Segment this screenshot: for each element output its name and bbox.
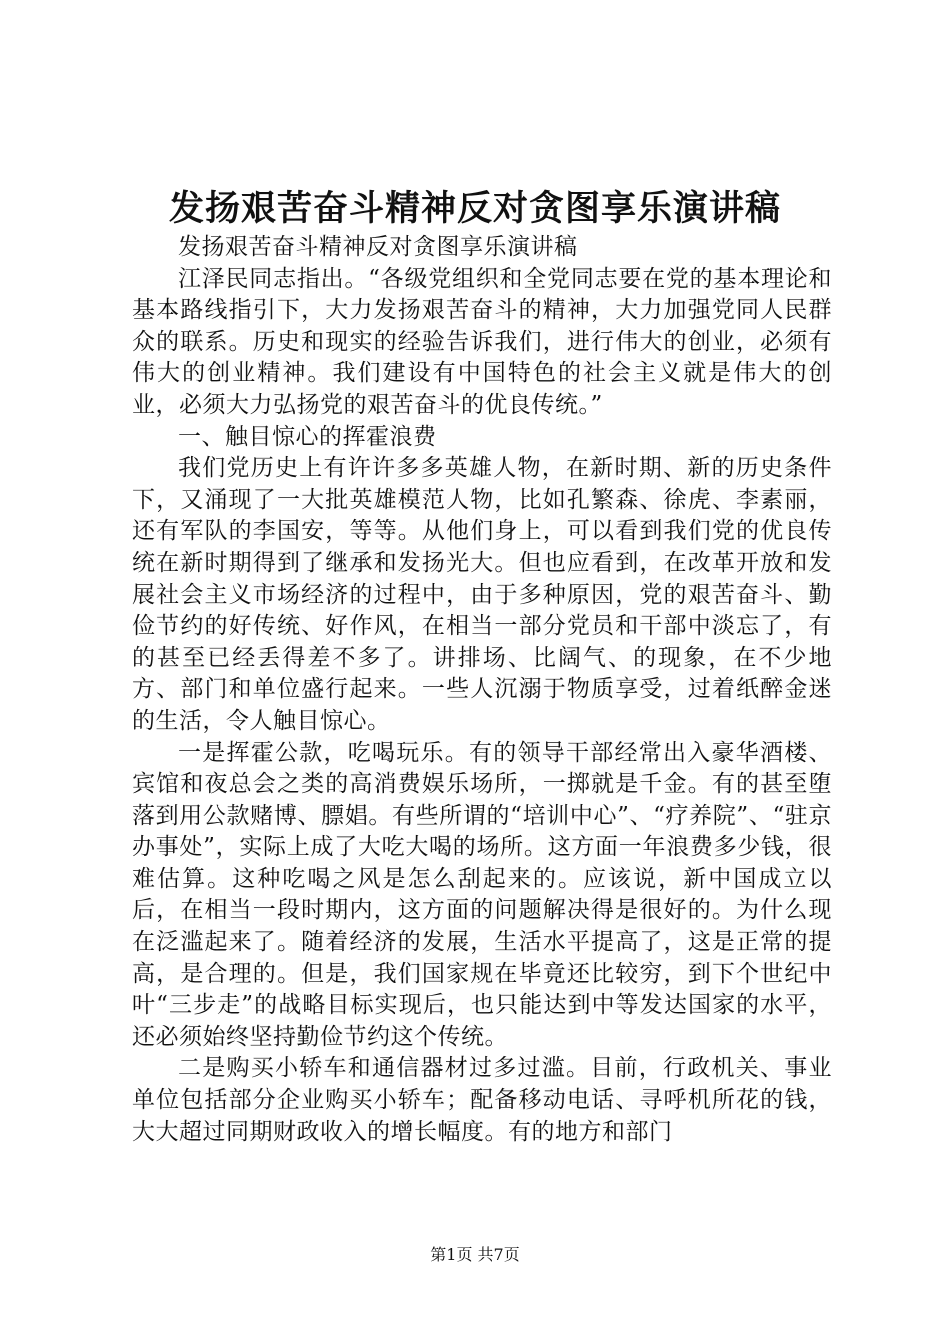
paragraph: 我们党历史上有许许多多英雄人物，在新时期、新的历史条件下，又涌现了一大批英雄模范人物，比如孔繁森、徐虎、李素丽，还有军队的李国安，等等。从他们身上，可以看到我们党的优良传统在新时期得到了继承和发扬光大。但也应看到，在改革开放和发展社会主义市场经济的过程中，由于多种原因，党的艰苦奋斗、勤俭节约的好传统、好作风，在相当一部分党员和干部中淡忘了，有的甚至已经丢得差不多了。讲排场、比阔气、的现象，在不少地方、部门和单位盛行起来。一些人沉溺于物质享受，过着纸醉金迷的生活，令人触目惊心。: [132, 455, 832, 734]
paragraph-quote: 江泽民同志指出。“各级党组织和全党同志要在党的基本理论和基本路线指引下，大力发扬艰苦奋斗的精神，大力加强党同人民群众的联系。历史和现实的经验告诉我们，进行伟大的创业，必须有伟大的创业精神。我们建设有中国特色的社会主义就是伟大的创业，必须大力弘扬党的艰苦奋斗的优良传统。”: [132, 265, 832, 418]
document-title: 发扬艰苦奋斗精神反对贪图享乐演讲稿: [168, 188, 781, 229]
page-number-footer: 第1页 共7页: [430, 1245, 520, 1264]
paragraph: 一是挥霍公款，吃喝玩乐。有的领导干部经常出入豪华酒楼、宾馆和夜总会之类的高消费娱乐场所，一掷就是千金。有的甚至堕落到用公款赌博、膘娼。有些所谓的“培训中心”、“疗养院”、“驻京办事处”，实际上成了大吃大喝的场所。这方面一年浪费多少钱，很难估算。这种吃喝之风是怎么刮起来的。应该说，新中国成立以后，在相当一段时期内，这方面的问题解决得是很好的。为什么现在泛滥起来了。随着经济的发展，生活水平提高了，这是正常的提高，是合理的。但是，我们国家规在毕竟还比较穷，到下个世纪中叶“三步走”的战略目标实现后，也只能达到中等发达国家的水平，还必须始终坚持勤俭节约这个传统。: [132, 739, 832, 1050]
paragraph: 二是购买小轿车和通信器材过多过滥。目前，行政机关、事业单位包括部分企业购买小轿车；配备移动电话、寻呼机所花的钱，大大超过同期财政收入的增长幅度。有的地方和部门: [132, 1055, 832, 1145]
section-heading: 一、触目惊心的挥霍浪费: [178, 423, 437, 450]
paragraph-subtitle: 发扬艰苦奋斗精神反对贪图享乐演讲稿: [178, 234, 578, 260]
document-body: [132, 232, 832, 1148]
